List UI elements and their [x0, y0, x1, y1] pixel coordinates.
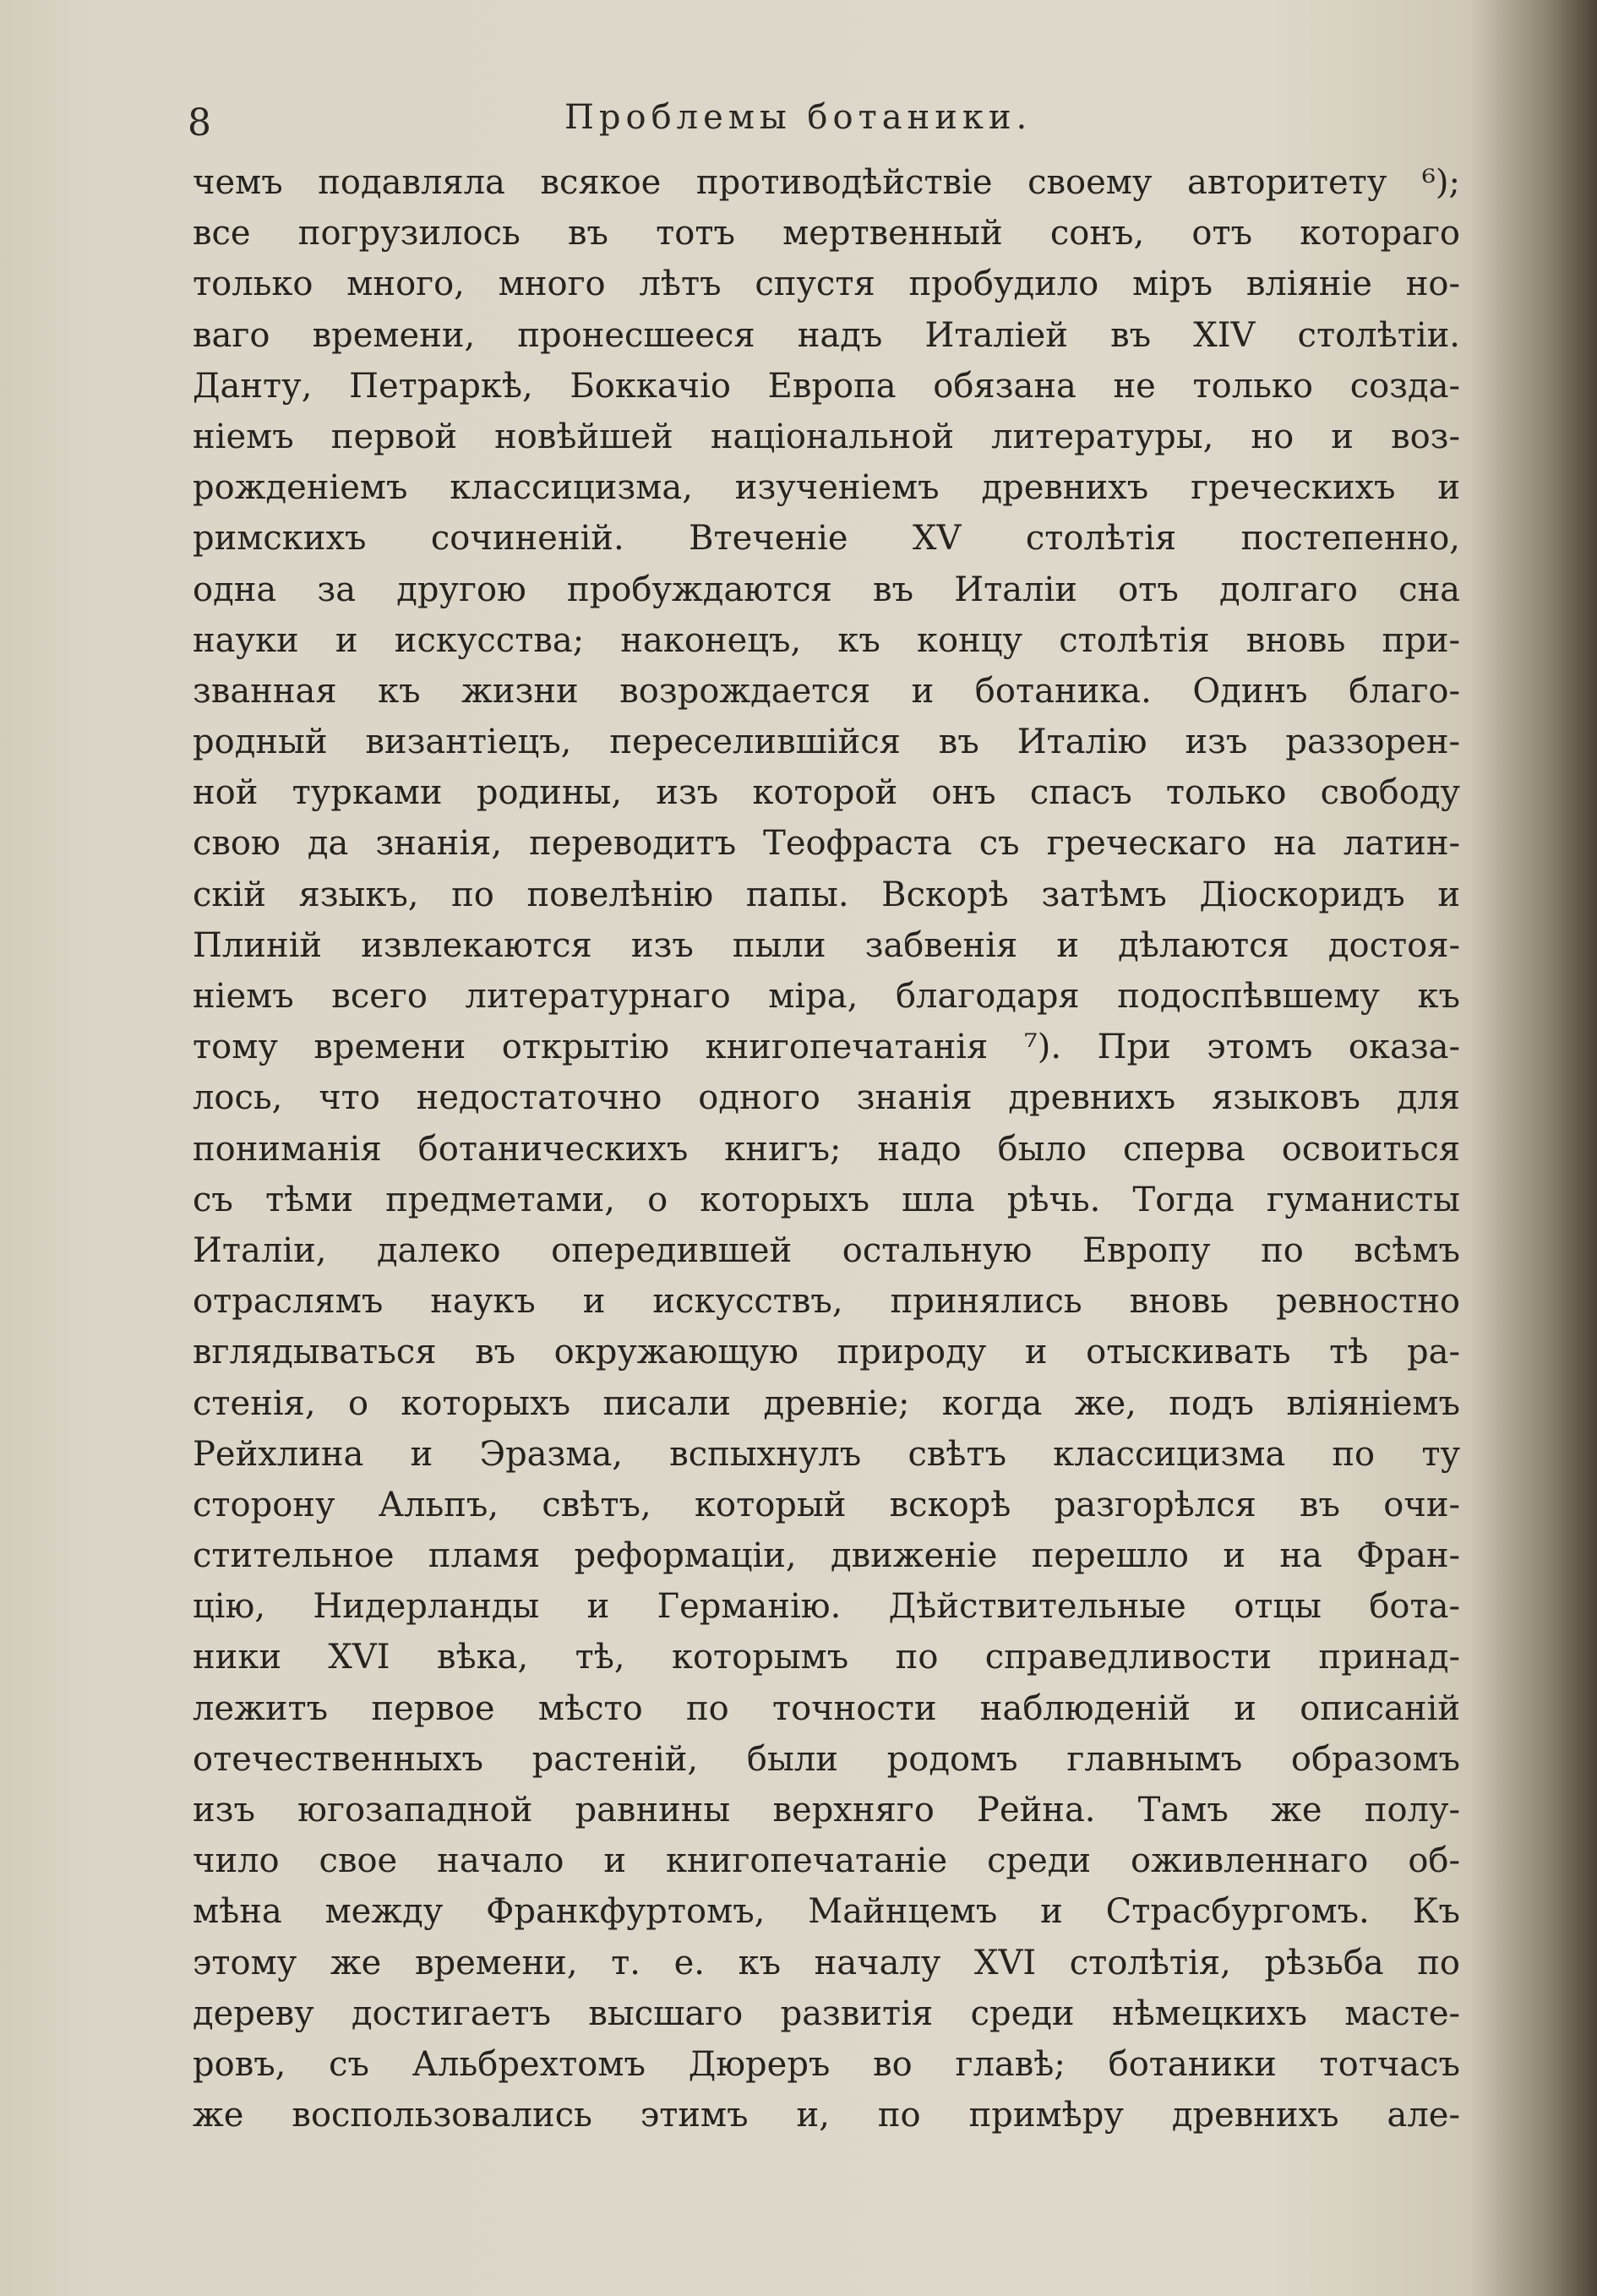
- text-line: одна за другою пробуждаются въ Италіи отъ долгаго сна: [193, 570, 1460, 609]
- text-line: свою да знанія, переводитъ Теофраста съ греческаго на латин-: [193, 824, 1460, 864]
- text-line: Рейхлина и Эразма, вспыхнулъ свѣтъ классицизма по ту: [193, 1434, 1460, 1474]
- text-line: же воспользовались этимъ и, по примѣру древнихъ але-: [193, 2096, 1460, 2135]
- text-line: родный византіецъ, переселившійся въ Италію изъ раззорен-: [193, 723, 1460, 762]
- text-line: отечественныхъ растеній, были родомъ главнымъ образомъ: [193, 1739, 1460, 1779]
- text-line: Италіи, далеко опередившей остальную Европу по всѣмъ: [193, 1230, 1460, 1270]
- text-line: науки и искусства; наконецъ, къ концу столѣтія вновь при-: [193, 620, 1460, 660]
- text-line: рожденіемъ классицизма, изученіемъ древнихъ греческихъ и: [193, 468, 1460, 508]
- text-line: ваго времени, пронесшееся надъ Италіей въ XIV столѣтіи.: [193, 315, 1460, 355]
- text-line: мѣна между Франкфуртомъ, Майнцемъ и Страсбургомъ. Къ: [193, 1892, 1460, 1932]
- text-line: ники XVI вѣка, тѣ, которымъ по справедливости принад-: [193, 1638, 1460, 1677]
- text-line: отраслямъ наукъ и искусствъ, принялись вновь ревностно: [193, 1282, 1460, 1322]
- text-line: лежитъ первое мѣсто по точности наблюденій и описаній: [193, 1688, 1460, 1728]
- text-line: этому же времени, т. е. къ началу XVI столѣтія, рѣзьба по: [193, 1943, 1460, 1982]
- text-line: дереву достигаетъ высшаго развитія среди нѣмецкихъ масте-: [193, 1993, 1460, 2033]
- page-header: [0, 95, 1597, 145]
- text-line: вглядываться въ окружающую природу и отыскивать тѣ ра-: [193, 1333, 1460, 1372]
- text-line: цію, Нидерланды и Германію. Дѣйствительные отцы бота-: [193, 1587, 1460, 1627]
- text-line: римскихъ сочиненій. Втеченіе XV столѣтія постепенно,: [193, 519, 1460, 559]
- body-text: [193, 157, 1460, 2141]
- text-line: тому времени открытію книгопечатанія ⁷). При этомъ оказа-: [193, 1028, 1460, 1067]
- text-line: изъ югозападной равнины верхняго Рейна. Тамъ же полу-: [193, 1791, 1460, 1830]
- text-line: ніемъ первой новѣйшей національной литературы, но и воз-: [193, 417, 1460, 456]
- text-line: ровъ, съ Альбрехтомъ Дюреръ во главѣ; ботаники тотчасъ: [193, 2044, 1460, 2084]
- text-line: званная къ жизни возрождается и ботаника. Одинъ благо-: [193, 671, 1460, 711]
- text-line: чемъ подавляла всякое противодѣйствіе своему авторитету ⁶);: [193, 163, 1460, 202]
- text-line: только много, много лѣтъ спустя пробудило міръ вліяніе но-: [193, 265, 1460, 304]
- text-line: стенія, о которыхъ писали древніе; когда же, подъ вліяніемъ: [193, 1383, 1460, 1423]
- text-line: Данту, Петраркѣ, Боккачіо Европа обязана не только созда-: [193, 366, 1460, 406]
- text-line: стительное пламя реформаціи, движеніе перешло и на Фран-: [193, 1536, 1460, 1576]
- text-line: сторону Альпъ, свѣтъ, который вскорѣ разгорѣлся въ очи-: [193, 1485, 1460, 1524]
- running-title: Проблемы ботаники.: [564, 98, 1033, 137]
- text-line: лось, что недостаточно одного знанія древнихъ языковъ для: [193, 1078, 1460, 1118]
- text-line: скій языкъ, по повелѣнію папы. Вскорѣ затѣмъ Діоскоридъ и: [193, 875, 1460, 914]
- text-line: ной турками родины, изъ которой онъ спасъ только свободу: [193, 773, 1460, 813]
- text-line: чило свое начало и книгопечатаніе среди оживленнаго об-: [193, 1841, 1460, 1881]
- text-line: пониманія ботаническихъ книгъ; надо было сперва освоиться: [193, 1129, 1460, 1169]
- page-number: 8: [188, 101, 211, 145]
- text-line: Плиній извлекаются изъ пыли забвенія и дѣлаются достоя-: [193, 925, 1460, 965]
- text-line: съ тѣми предметами, о которыхъ шла рѣчь. Тогда гуманисты: [193, 1180, 1460, 1219]
- text-line: все погрузилось въ тотъ мертвенный сонъ, отъ котораго: [193, 214, 1460, 254]
- text-line: ніемъ всего литературнаго міра, благодаря подоспѣвшему къ: [193, 977, 1460, 1016]
